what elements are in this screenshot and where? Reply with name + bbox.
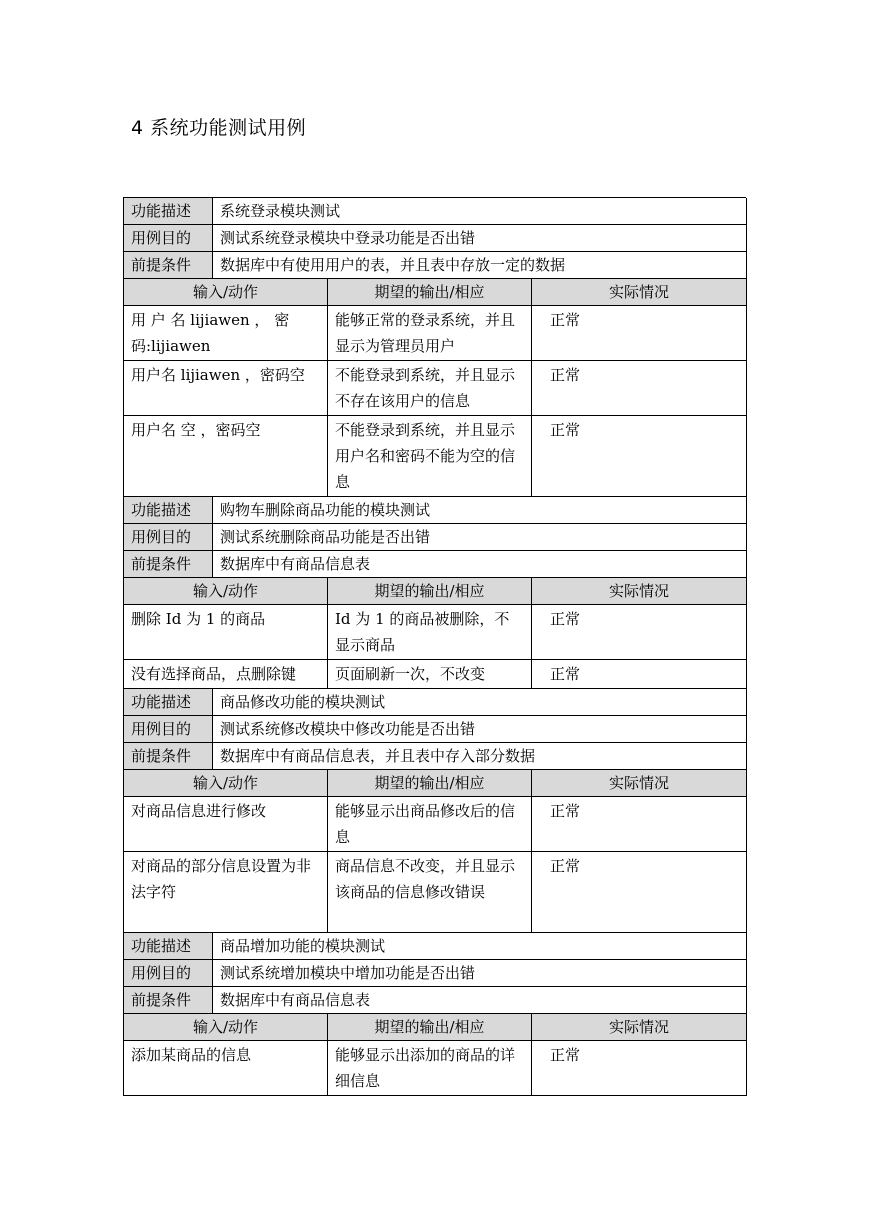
precondition-label: 前提条件	[124, 743, 213, 770]
expected-cell: 不能登录到系统，并且显示用户名和密码不能为空的信息	[328, 416, 532, 497]
column-header-input: 输入/动作	[124, 1014, 328, 1041]
column-header-expected: 期望的输出/相应	[328, 1014, 532, 1041]
actual-cell: 正常	[532, 306, 747, 361]
column-header-input: 输入/动作	[124, 279, 328, 306]
precondition-label: 前提条件	[124, 987, 213, 1014]
precondition-value: 数据库中有商品信息表，并且表中存入部分数据	[213, 743, 747, 770]
actual-cell: 正常	[532, 361, 747, 416]
purpose-label: 用例目的	[124, 960, 213, 987]
actual-cell: 正常	[532, 1041, 747, 1096]
func-value: 购物车删除商品功能的模块测试	[213, 497, 747, 524]
actual-cell: 正常	[532, 605, 747, 660]
precondition-label: 前提条件	[124, 551, 213, 578]
func-label: 功能描述	[124, 497, 213, 524]
func-value: 商品修改功能的模块测试	[213, 689, 747, 716]
expected-cell: 能够正常的登录系统，并且显示为管理员用户	[328, 306, 532, 361]
input-cell: 用 户 名 lijiawen ， 密码:lijiawen	[124, 306, 328, 361]
purpose-value: 测试系统增加模块中增加功能是否出错	[213, 960, 747, 987]
expected-cell: 能够显示出添加的商品的详细信息	[328, 1041, 532, 1096]
page-title: 4 系统功能测试用例	[131, 117, 307, 139]
expected-cell: 页面刷新一次，不改变	[328, 660, 532, 689]
column-header-input: 输入/动作	[124, 770, 328, 797]
input-cell: 对商品信息进行修改	[124, 797, 328, 852]
actual-cell: 正常	[532, 797, 747, 852]
func-value: 商品增加功能的模块测试	[213, 933, 747, 960]
func-label: 功能描述	[124, 689, 213, 716]
column-header-expected: 期望的输出/相应	[328, 770, 532, 797]
func-label: 功能描述	[124, 933, 213, 960]
purpose-value: 测试系统登录模块中登录功能是否出错	[213, 225, 747, 252]
precondition-value: 数据库中有使用用户的表，并且表中存放一定的数据	[213, 252, 747, 279]
test-case-table	[123, 197, 746, 1096]
input-cell: 对商品的部分信息设置为非法字符	[124, 852, 328, 933]
column-header-actual: 实际情况	[532, 279, 747, 306]
column-header-actual: 实际情况	[532, 578, 747, 605]
column-header-input: 输入/动作	[124, 578, 328, 605]
input-cell: 用户名 lijiawen ，密码空	[124, 361, 328, 416]
precondition-label: 前提条件	[124, 252, 213, 279]
precondition-value: 数据库中有商品信息表	[213, 551, 747, 578]
actual-cell: 正常	[532, 416, 747, 497]
input-cell: 没有选择商品，点删除键	[124, 660, 328, 689]
input-cell: 删除 Id 为 1 的商品	[124, 605, 328, 660]
precondition-value: 数据库中有商品信息表	[213, 987, 747, 1014]
purpose-value: 测试系统删除商品功能是否出错	[213, 524, 747, 551]
column-header-expected: 期望的输出/相应	[328, 279, 532, 306]
purpose-label: 用例目的	[124, 524, 213, 551]
column-header-actual: 实际情况	[532, 770, 747, 797]
purpose-value: 测试系统修改模块中修改功能是否出错	[213, 716, 747, 743]
column-header-actual: 实际情况	[532, 1014, 747, 1041]
expected-cell: 不能登录到系统，并且显示不存在该用户的信息	[328, 361, 532, 416]
expected-cell: 商品信息不改变，并且显示该商品的信息修改错误	[328, 852, 532, 933]
input-cell: 用户名 空 ，密码空	[124, 416, 328, 497]
actual-cell: 正常	[532, 852, 747, 933]
column-header-expected: 期望的输出/相应	[328, 578, 532, 605]
actual-cell: 正常	[532, 660, 747, 689]
purpose-label: 用例目的	[124, 716, 213, 743]
expected-cell: 能够显示出商品修改后的信息	[328, 797, 532, 852]
input-cell: 添加某商品的信息	[124, 1041, 328, 1096]
func-label: 功能描述	[124, 198, 213, 225]
test-case-grid	[123, 197, 746, 1096]
purpose-label: 用例目的	[124, 225, 213, 252]
func-value: 系统登录模块测试	[213, 198, 747, 225]
expected-cell: Id 为 1 的商品被删除，不显示商品	[328, 605, 532, 660]
